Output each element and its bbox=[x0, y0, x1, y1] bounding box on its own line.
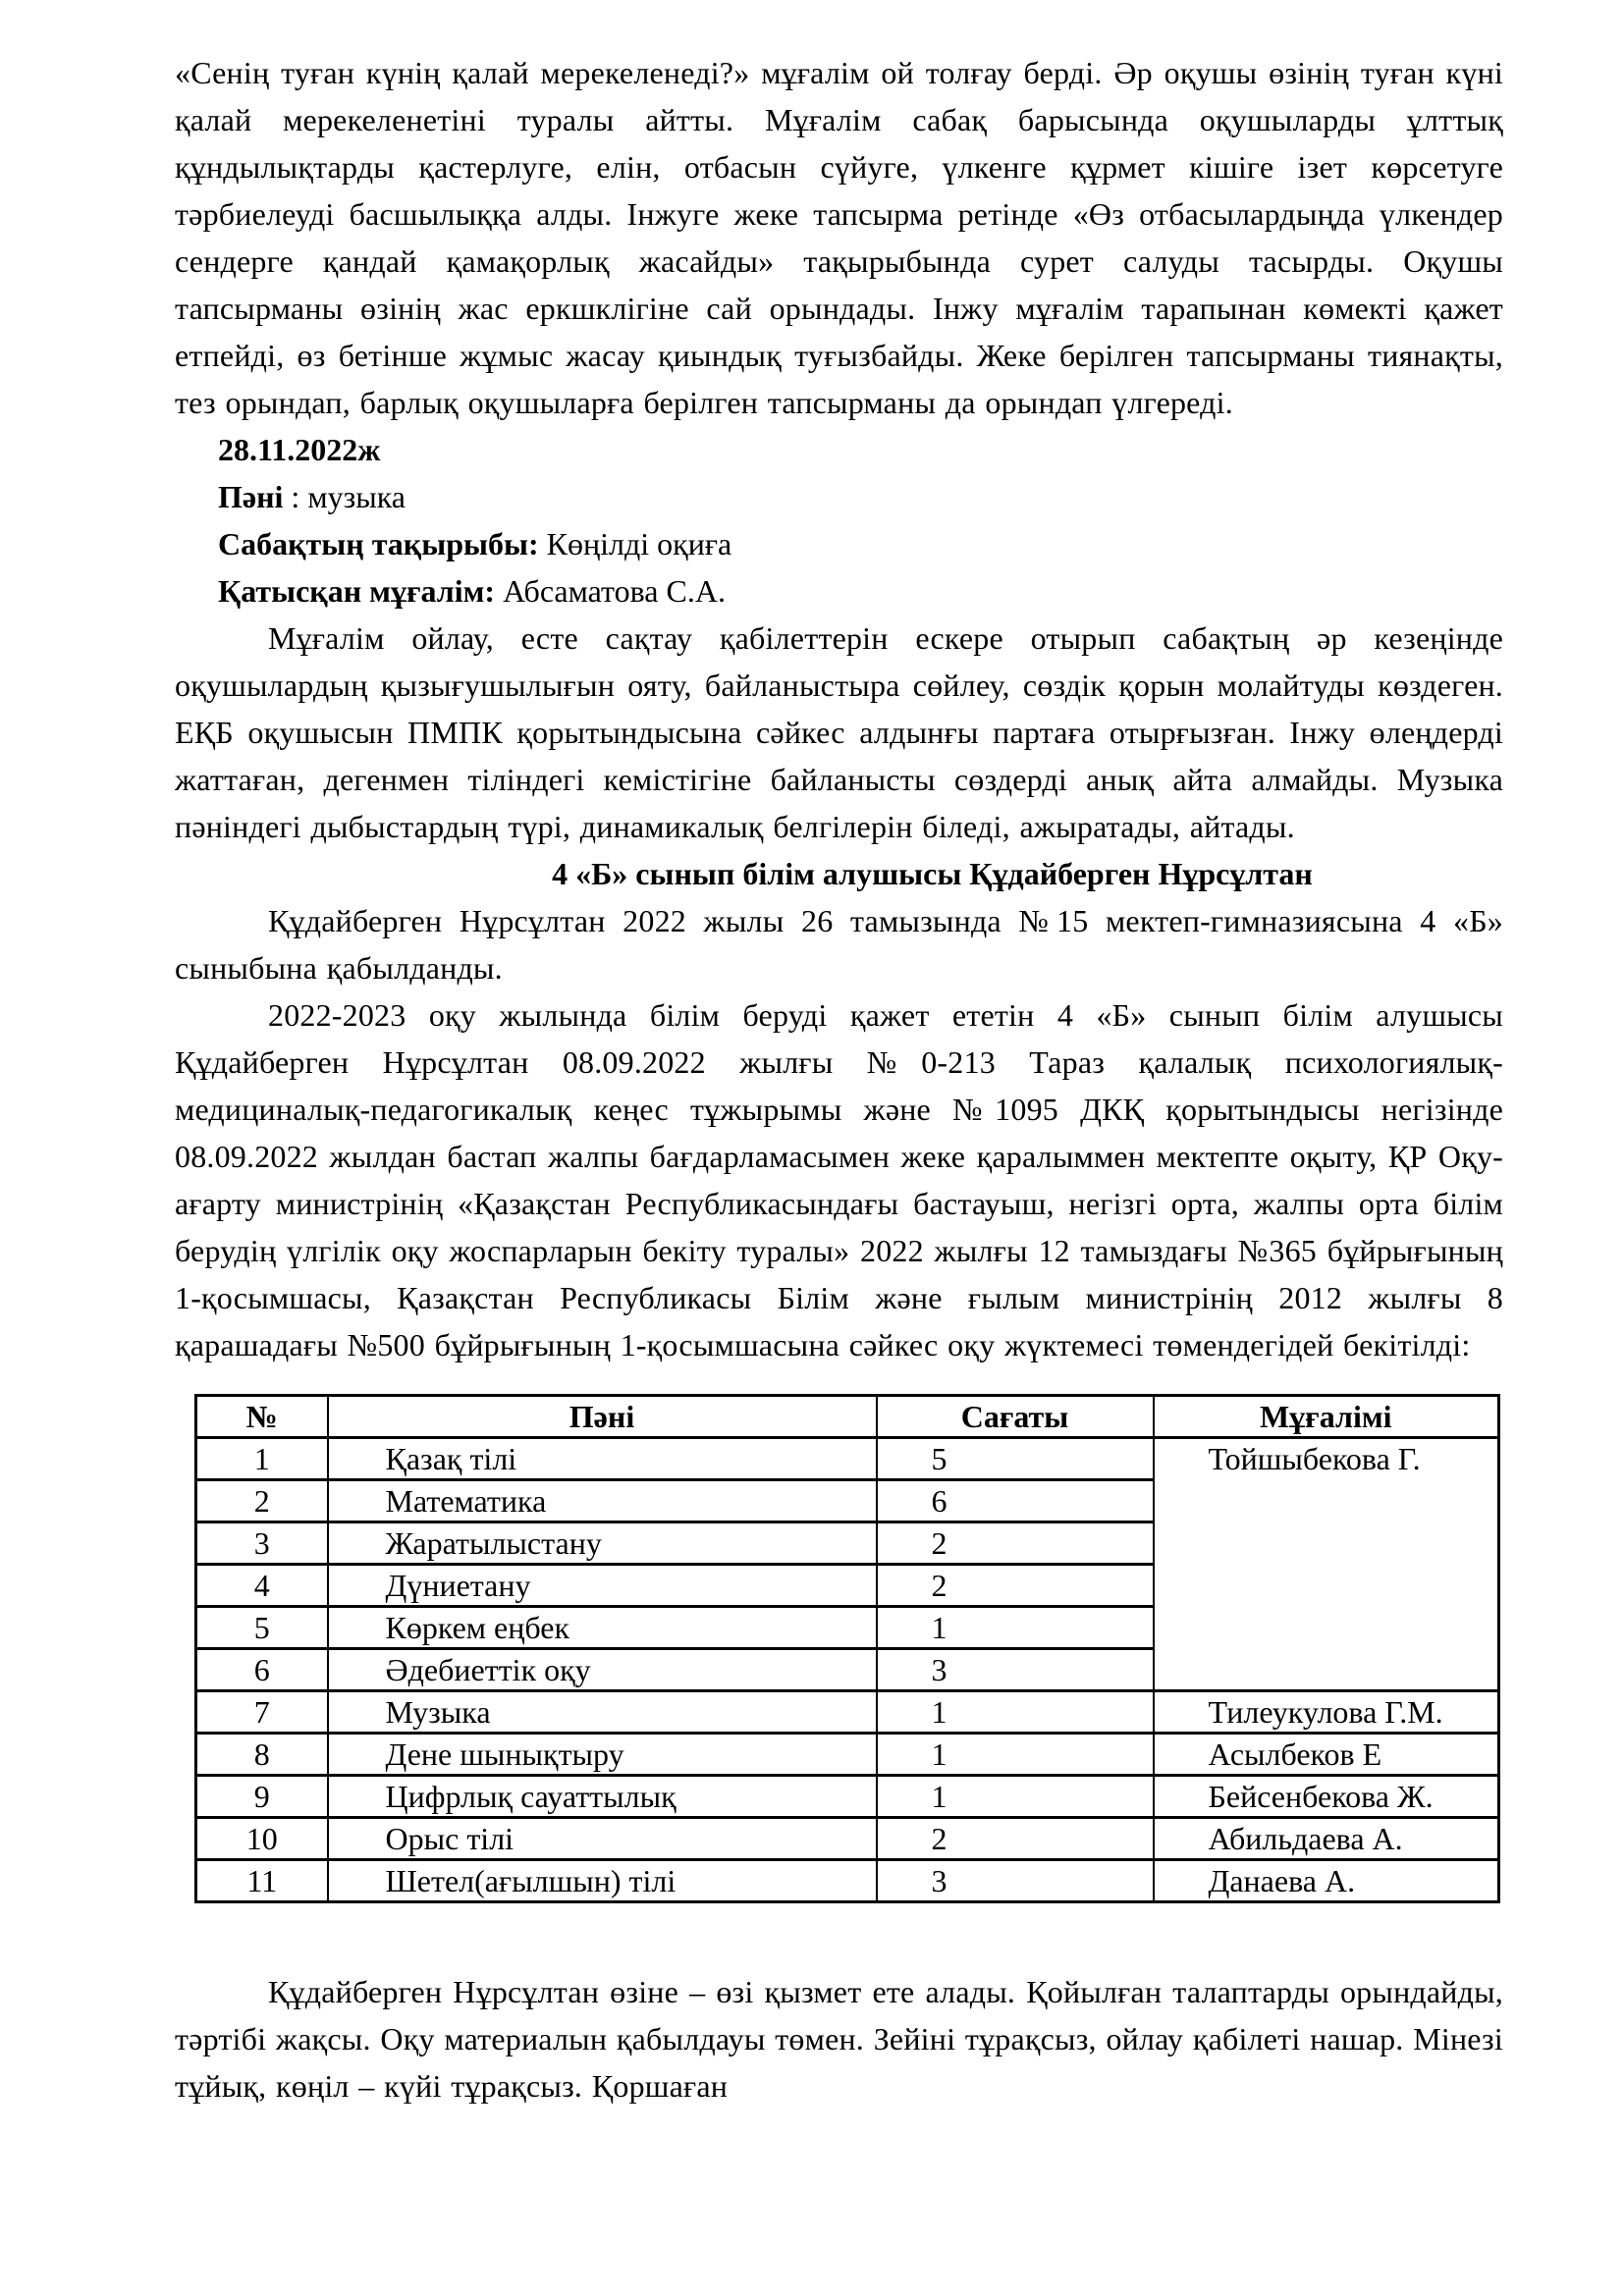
subject-line bbox=[175, 473, 1503, 520]
row-number: 11 bbox=[196, 1860, 328, 1902]
subject-label: Пәні bbox=[218, 479, 284, 514]
hours-cell: 3 bbox=[877, 1649, 1154, 1691]
teacher-cell: Асылбеков Е bbox=[1154, 1734, 1499, 1776]
teacher-cell: Бейсенбекова Ж. bbox=[1154, 1776, 1499, 1818]
subject-value: : музыка bbox=[291, 479, 406, 514]
paragraph-enrollment: Құдайберген Нұрсұлтан 2022 жылы 26 тамызында №15 мектеп-гимназиясына 4 «Б» сыныбына қабылданды. bbox=[175, 903, 1503, 986]
subject-cell: Цифрлық сауаттылық bbox=[328, 1776, 877, 1818]
topic-value: Көңілді оқиға bbox=[546, 526, 732, 561]
row-number: 3 bbox=[196, 1522, 328, 1565]
teacher-cell: Абильдаева А. bbox=[1154, 1818, 1499, 1860]
subject-cell: Дүниетану bbox=[328, 1565, 877, 1607]
table-row bbox=[196, 1691, 1499, 1734]
hours-cell: 1 bbox=[877, 1691, 1154, 1734]
lesson-date: 28.11.2022ж bbox=[218, 432, 381, 467]
paragraph-lesson-intro: «Сенің туған күнің қалай мерекеленеді?» мұғалім ой толғау берді. Әр оқушы өзінің туған күні қалай мерекеленетіні туралы айтты. Мұғалім сабақ барысында оқушыларды ұлттық құндылықтарды қастерлуге, елін, отбасын сүйуге, үлкенге құрмет кішіге ізет көрсетуге тәрбиелеуді басшылыққа алды. Інжуге жеке тапсырма ретінде «Өз отбасылардыңда үлкендер сендерге қандай қамақорлық жасайды» тақырыбында сурет салуды тасырды. Оқушы тапсырманы өзінің жас еркшклігіне сай орындады. Інжу мұғалім тарапынан көмекті қажет етпейді, өз бетінше жұмыс жасау қиындық туғызбайды. Жеке берілген тапсырманы тиянақты, тез орындап, барлық оқушыларға берілген тапсырманы да орындап үлгереді. bbox=[175, 55, 1503, 420]
paragraph-closing: Құдайберген Нұрсұлтан өзіне – өзі қызмет ете алады. Қойылған талаптарды орындайды, тәртібі жақсы. Оқу материалын қабылдауы төмен. Зейіні тұрақсыз, ойлау қабілеті нашар. Мінезі тұйық, көңіл – күйі тұрақсыз. Қоршаған bbox=[175, 1974, 1503, 2104]
table-row bbox=[196, 1776, 1499, 1818]
header-teacher: Мұғалімі bbox=[1154, 1396, 1499, 1438]
row-number: 6 bbox=[196, 1649, 328, 1691]
hours-cell: 2 bbox=[877, 1522, 1154, 1565]
row-number: 10 bbox=[196, 1818, 328, 1860]
attending-teacher-label: Қатысқан мұғалім: bbox=[218, 573, 496, 609]
subject-cell: Қазақ тілі bbox=[328, 1438, 877, 1480]
hours-cell: 3 bbox=[877, 1860, 1154, 1902]
row-number: 7 bbox=[196, 1691, 328, 1734]
section-heading: 4 «Б» сынып білім алушысы Құдайберген Нұрсұлтан bbox=[552, 856, 1313, 891]
hours-cell: 2 bbox=[877, 1818, 1154, 1860]
row-number: 9 bbox=[196, 1776, 328, 1818]
subject-cell: Орыс тілі bbox=[328, 1818, 877, 1860]
subject-cell: Дене шынықтыру bbox=[328, 1734, 877, 1776]
table-row bbox=[196, 1860, 1499, 1902]
row-number: 2 bbox=[196, 1480, 328, 1522]
row-number: 5 bbox=[196, 1607, 328, 1649]
subject-cell: Әдебиеттік оқу bbox=[328, 1649, 877, 1691]
lesson-date-line bbox=[175, 426, 1503, 473]
subjects-table bbox=[194, 1394, 1500, 1903]
subject-cell: Жаратылыстану bbox=[328, 1522, 877, 1565]
hours-cell: 5 bbox=[877, 1438, 1154, 1480]
header-number: № bbox=[196, 1396, 328, 1438]
subject-cell: Музыка bbox=[328, 1691, 877, 1734]
table-row bbox=[196, 1438, 1499, 1480]
topic-line bbox=[175, 520, 1503, 567]
teacher-cell: Тилеукулова Г.М. bbox=[1154, 1691, 1499, 1734]
paragraph-curriculum: 2022-2023 оқу жылында білім беруді қажет ететін 4 «Б» сынып білім алушысы Құдайберген Нұрсұлтан 08.09.2022 жылғы №0-213 Тараз қалалық психологиялық-медициналық-педагогикалық кеңес тұжырымы және №1095 ДКҚ қорытындысы негізінде 08.09.2022 жылдан бастап жалпы бағдарламасымен жеке қаралыммен мектепте оқыту, ҚР Оқу-ағарту министрінің «Қазақстан Республикасындағы бастауыш, негізгі орта, жалпы орта білім берудің үлгілік оқу жоспарларын бекіту туралы» 2022 жылғы 12 тамыздағы №365 бұйрығының 1-қосымшасы, Қазақстан Республикасы Білім және ғылым министрінің 2012 жылғы 8 қарашадағы №500 бұйрығының 1-қосымшасына сәйкес оқу жүктемесі төмендегідей бекітілді: bbox=[175, 997, 1503, 1362]
attending-teacher-value: Абсаматова С.А. bbox=[503, 573, 726, 609]
row-number: 1 bbox=[196, 1438, 328, 1480]
row-number: 8 bbox=[196, 1734, 328, 1776]
subject-cell: Көркем еңбек bbox=[328, 1607, 877, 1649]
attending-teacher-line bbox=[175, 567, 1503, 614]
table-row bbox=[196, 1734, 1499, 1776]
hours-cell: 1 bbox=[877, 1776, 1154, 1818]
hours-cell: 1 bbox=[877, 1734, 1154, 1776]
subject-cell: Шетел(ағылшын) тілі bbox=[328, 1860, 877, 1902]
hours-cell: 1 bbox=[877, 1607, 1154, 1649]
teacher-cell: Данаева А. bbox=[1154, 1860, 1499, 1902]
paragraph-lesson-summary: Мұғалім ойлау, есте сақтау қабілеттерін ескере отырып сабақтың әр кезеңінде оқушылардың қызығушылығын ояту, байланыстыра сөйлеу, сөздік қорын молайтуды көздеген. ЕҚБ оқушысын ПМПК қорытындысына сәйкес алдынғы партаға отырғызған. Інжу өлеңдерді жаттаған, дегенмен тіліндегі кемістігіне байланысты сөздерді анық айта алмайды. Музыка пәніндегі дыбыстардың түрі, динамикалық белгілерін біледі, ажыратады, айтады. bbox=[175, 620, 1503, 844]
hours-cell: 6 bbox=[877, 1480, 1154, 1522]
subject-cell: Математика bbox=[328, 1480, 877, 1522]
table-row bbox=[196, 1818, 1499, 1860]
table-header-row bbox=[196, 1396, 1499, 1438]
header-subject: Пәні bbox=[328, 1396, 877, 1438]
hours-cell: 2 bbox=[877, 1565, 1154, 1607]
topic-label: Сабақтың тақырыбы: bbox=[218, 526, 539, 561]
row-number: 4 bbox=[196, 1565, 328, 1607]
teacher-cell-merged: Тойшыбекова Г. bbox=[1154, 1438, 1499, 1691]
header-hours: Сағаты bbox=[877, 1396, 1154, 1438]
